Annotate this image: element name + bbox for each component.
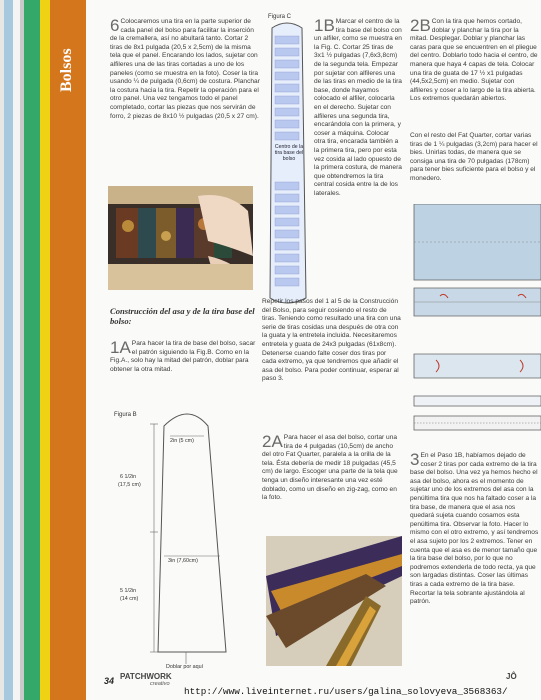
- side-title: Bolsos: [58, 48, 75, 92]
- fold-diagrams: [410, 204, 541, 444]
- continuation-text: Repetir los pasos del 1 al 5 de la Construcción del Bolso, para seguir cosiendo el resto de tiras. Teniendo como resultado una tira con una serie de tiras cosidas una después de otra con la guata y la entretela incluida. Necesitaremos entretela y guata de 24x3 pulgadas (61x8cm). Detenerse cuando falte coser dos tiras por cada extremo, ya que tendremos que añadir el asa del bolso. Para poder continuar, esperar al paso 3.: [262, 298, 401, 383]
- step6-text: Colocaremos una tira en la parte superior de cada panel del bolso para facilitar la inserción de la cremallera, así no abultará tanto. Cortar 2 tiras de 8x1 pulgada (20,5 x 2,5cm) de la misma tela que el panel. Encarando los lados, sujetar con alfileres una de las tiras cortadas a uno de los paneles (como se muestra en la foto). Coser la tira usando ¼ de pulgada (0,6cm) de costura. Planchar la costura hacia la tira. Repetir la operación para el otro panel. Una vez tengamos todo el panel completado, cortar las piezas que nos servirán de forro, 2 piezas de 8x10 ½ pulgadas (20,5 x 27 cm).: [110, 18, 260, 120]
- measure-top: 2in (5 cm): [170, 438, 194, 444]
- step3: [410, 452, 540, 607]
- step6-number: 6: [110, 16, 120, 35]
- page-number: 34: [104, 676, 115, 686]
- step1b: [314, 18, 402, 198]
- step1b-text: Marcar el centro de la tira base del bolso con un alfiler, como se muestra en la Fig. C. Cortar 25 tiras de 3x1 ½ pulgadas (7,6x3,8cm) de la segunda tela. Empezar por sujetar con alfileres una de las tiras en medio de la tira base, donde hayamos colocado el alfiler, colocarla en el derecho. Sujetar con alfileres una segunda tira, encarándola con la primera, y coser a máquina. Colocar otra tira, encarada también a la primera tira, pero por esta vez cosida al lado opuesto de la primera costura, de manera que obtendremos la tira central cosida entre la de los laterales.: [314, 18, 402, 197]
- white-stripe: [13, 0, 20, 700]
- step1a-text: Para hacer la tira de base del bolso, sacar el patrón siguiendo la Fig.B. Como en la Fig.A., solo hay la mitad del patrón, doblar para obtener la otra mitad.: [110, 340, 256, 373]
- section-title: Construcción del asa y de la tira base del bolso:: [110, 306, 255, 326]
- fold-label: Doblar por aquí: [166, 664, 204, 670]
- green-stripe: [24, 0, 40, 700]
- step2a-text: Para hacer el asa del bolso, cortar una tira de 4 pulgadas (10,5cm) de ancho del otro Fat Quarter, paralela a la orilla de la tela. Ésta debería de medir 18 pulgadas (45,5 cm) de largo. Escoger una parte de la tela que tenga un diseño interesante una vez esté doblado, como un diseño en zig-zag, como en la foto.: [262, 434, 398, 502]
- photo-handle-strap: [266, 536, 402, 666]
- step2b-number: 2B: [410, 16, 431, 35]
- figure-c-center-label: Centro de la tira base del bolso: [274, 144, 304, 162]
- measure-left-1a: 6 1/2in: [120, 474, 137, 480]
- brand-subtitle: creativo: [150, 681, 170, 687]
- step2b-continuation: Con el resto del Fat Quarter, cortar varias tiras de 1 ¼ pulgadas (3,2cm) para hacer el bies. Unirlas todas, de manera que se consiga una tira de 70 pulgadas (178cm) para tener bies suficiente para el bolso y el monedero.: [410, 132, 538, 182]
- measure-left-2a: 5 1/2in: [120, 588, 137, 594]
- step1b-number: 1B: [314, 16, 335, 35]
- measure-left-1b: (17,5 cm): [118, 482, 141, 488]
- step2a: [262, 434, 402, 503]
- measure-mid: 3in (7,60cm): [168, 558, 198, 564]
- photo-sewing-panel: [108, 186, 253, 290]
- step1a: [110, 340, 258, 374]
- measure-left-2b: (14 cm): [120, 596, 139, 602]
- right-page-mark: JÔ: [506, 672, 517, 681]
- blue-stripe: [4, 0, 13, 700]
- yellow-stripe: [40, 0, 50, 700]
- brand-name: PATCHWORK: [120, 672, 172, 681]
- orange-tab: [50, 0, 86, 700]
- step3-text: En el Paso 1B, habíamos dejado de coser 2 tiras por cada extremo de la tira base del bolso. Una vez ya hemos hecho el asa del bolso, ahora es el momento de sujetar uno de los extremos del asa con la penúltima tira que nos ha faltado coser a la tira base, de manera que el asa nos quedará sujeta cuando cosamos esta penúltima tira. Observar la foto. Hacer lo mismo con el otro extremo, y así tendremos el asa sujeto por los 2 extremos. Tener en cuenta que el asa es de menor tamaño que la tira base del bolso, por lo que no podremos extenderla de todo recta, ya que son largadas distintas. Coser las últimas tiras a cada extremo de la tira base. Recortar la tela sobrante ajustándola al patrón.: [410, 452, 539, 606]
- figure-c-label: Figura C: [268, 14, 292, 20]
- step2a-number: 2A: [262, 432, 283, 451]
- source-url: http://www.liveinternet.ru/users/galina_solovyeva_3568363/: [184, 686, 508, 697]
- step1a-number: 1A: [110, 338, 131, 357]
- figure-b: [108, 402, 258, 672]
- figure-b-label: Figura B: [114, 412, 137, 418]
- step3-number: 3: [410, 450, 420, 469]
- step2b-text: Con la tira que hemos cortado, doblar y planchar la tira por la mitad. Desplegar. Doblar y planchar las caras para que se encuentren en el pliegue del centro. Doblarlo todo hacia el centro, de manera que haya 4 capas de tela. Colocar una tira de guata de 17 ½ x1 pulgadas (44,5x2,5cm) en medio. Sujetar con alfileres y coser a lo largo de la tira abierta. Los extremos quedarán abiertos.: [410, 18, 538, 103]
- step2b: [410, 18, 538, 104]
- figure-c: [262, 14, 312, 304]
- step6: [110, 18, 260, 121]
